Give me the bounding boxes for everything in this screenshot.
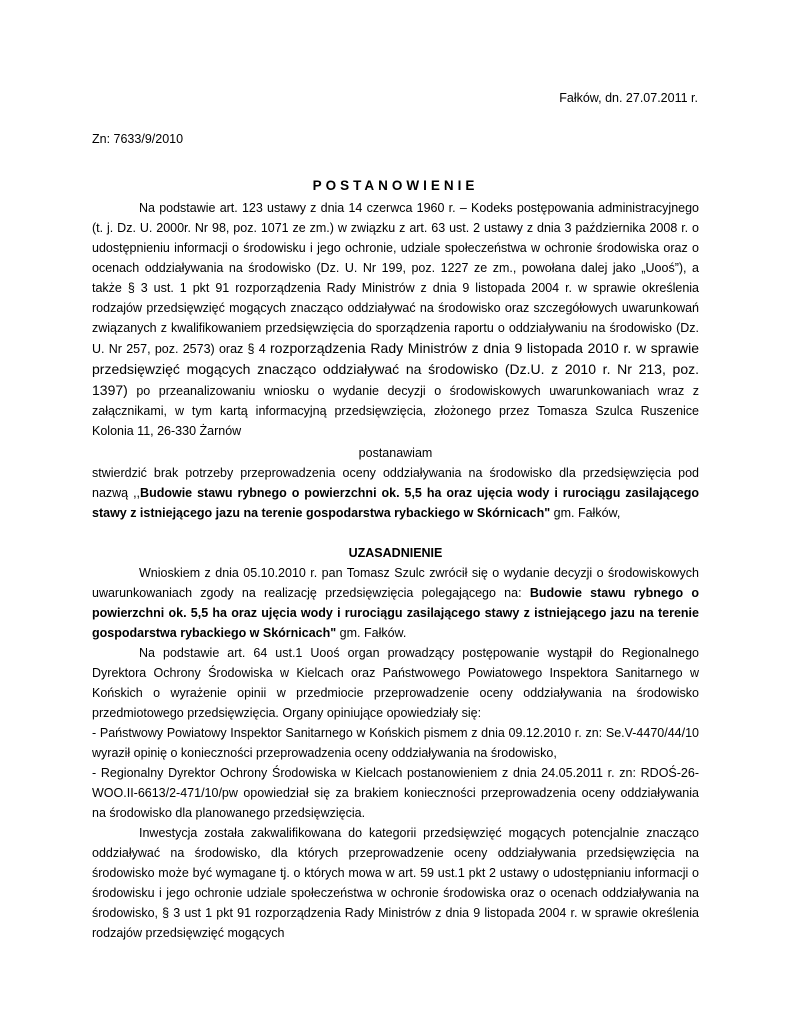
intro-part1: Na podstawie art. 123 ustawy z dnia 14 czerwca 1960 r. – Kodeks postępowania administracyjnego (t. j. Dz. U. 2000r. Nr 98, poz. 1071 ze zm.) w związku z art. 63 ust. 2 ustawy z dnia 3 października 2008 r. o udostępnieniu informacji o środowisku i jego ochronie, udziale społeczeństwa w ochronie środowiska oraz o ocenach oddziaływania na środowisko (Dz. U. Nr 199, poz. 1227 ze zm., powołana dalej jako „Uooś”), a także § 3 ust. 1 pkt 91 rozporządzenia Rady Ministrów z dnia 9 listopada 2004 r. w sprawie określenia rodzajów przedsięwzięć mogących znacząco oddziaływać na środowisko oraz szczegółowych uwarunkowań związanych z kwalifikowaniem przedsięwzięcia do sporządzenia raportu o oddziaływaniu na środowisko (Dz. U. Nr 257, poz. 2573) oraz § 4: [92, 201, 699, 356]
just-p5: Inwestycja została zakwalifikowana do kategorii przedsięwzięć mogących potencjalnie znacząco oddziaływać na środowisko, dla których przeprowadzenie oceny oddziaływania przedsięwzięcia na środowisko może być wymagane tj. o których mowa w art. 59 ust.1 pkt 2 ustawy o udostępnianiu informacji o środowisku i jego ochronie udziale społeczeństwa w ochronie środowiska oraz o ocenach oddziaływania na środowisko, § 3 ust 1 pkt 91 rozporządzenia Rady Ministrów z dnia 9 listopada 2004 r. w sprawie określenia rodzajów przedsięwzięć mogących: [92, 826, 699, 940]
reference-number: Zn: 7633/9/2010: [92, 132, 184, 146]
justification-title: UZASADNIENIE: [348, 546, 443, 560]
intro-paragraph: [92, 198, 699, 441]
decision-project: Budowie stawu rybnego o powierzchni ok. 5,5 ha oraz ujęcia wody i rurociągu zasilającego stawy z istniejącego jazu na terenie gospodarstwa rybackiego w Skórnicach": [92, 486, 699, 520]
just-p2: Na podstawie art. 64 ust.1 Uooś organ prowadzący postępowanie wystąpił do Regionalnego Dyrektora Ochrony Środowiska w Kielcach oraz Państwowego Powiatowego Inspektora Sanitarnego w Końskich o wyrażenie opinii w przedmiocie przeprowadzenie oceny oddziaływania na środowisko przedmiotowego przedsięwzięcia. Organy opiniujące opowiedziały się:: [92, 646, 699, 720]
just-p1-tail: gm. Fałków.: [336, 626, 407, 640]
place-date: Fałków, dn. 27.07.2011 r.: [559, 91, 698, 105]
justification-body: [92, 563, 699, 943]
decision-tail: gm. Fałków,: [550, 506, 621, 520]
just-p1-lead: Wnioskiem z dnia 05.10.2010 r. pan Tomasz Szulc zwrócił się o wydanie decyzji o środowiskowych uwarunkowaniach zgody na realizację przedsięwzięcia polegającego na:: [92, 566, 699, 600]
just-p1-project: Budowie stawu rybnego o powierzchni ok. 5,5 ha oraz ujęcia wody i rurociągu zasilającego stawy z istniejącego jazu na terenie gospodarstwa rybackiego w Skórnicach": [92, 586, 699, 640]
intro-part3: po przeanalizowaniu wniosku o wydanie decyzji o środowiskowych uwarunkowaniach wraz z załącznikami, w tym kartą informacyjną przedsięwzięcia, złożonego przez Tomasza Szulca Ruszenice Kolonia 11, 26-330 Żarnów: [92, 384, 699, 438]
just-p3: - Państwowy Powiatowy Inspektor Sanitarnego w Końskich pismem z dnia 09.12.2010 r. zn: Se.V-4470/44/10 wyraził opinię o konieczności przeprowadzenia oceny oddziaływania na środowisko,: [92, 726, 699, 760]
intro-part2: rozporządzenia Rady Ministrów z dnia 9 listopada 2010 r. w sprawie przedsięwzięć mogących znacząco oddziaływać na środowisko (Dz.U. z 2010 r. Nr 213, poz. 1397): [92, 340, 699, 398]
decision-lead: stwierdzić brak potrzeby przeprowadzenia oceny oddziaływania na środowisko dla przedsięwzięcia pod nazwą ,,: [92, 466, 699, 500]
decision-paragraph: [92, 463, 699, 523]
document-title: POSTANOWIENIE: [312, 178, 479, 193]
decision-word: postanawiam: [358, 446, 433, 460]
just-p4: - Regionalny Dyrektor Ochrony Środowiska w Kielcach postanowieniem z dnia 24.05.2011 r. zn: RDOŚ-26-WOO.II-6613/2-471/10/pw opowiedział się za brakiem konieczności przeprowadzenia oceny oddziaływania na środowisko dla planowanego przedsięwzięcia.: [92, 766, 699, 820]
